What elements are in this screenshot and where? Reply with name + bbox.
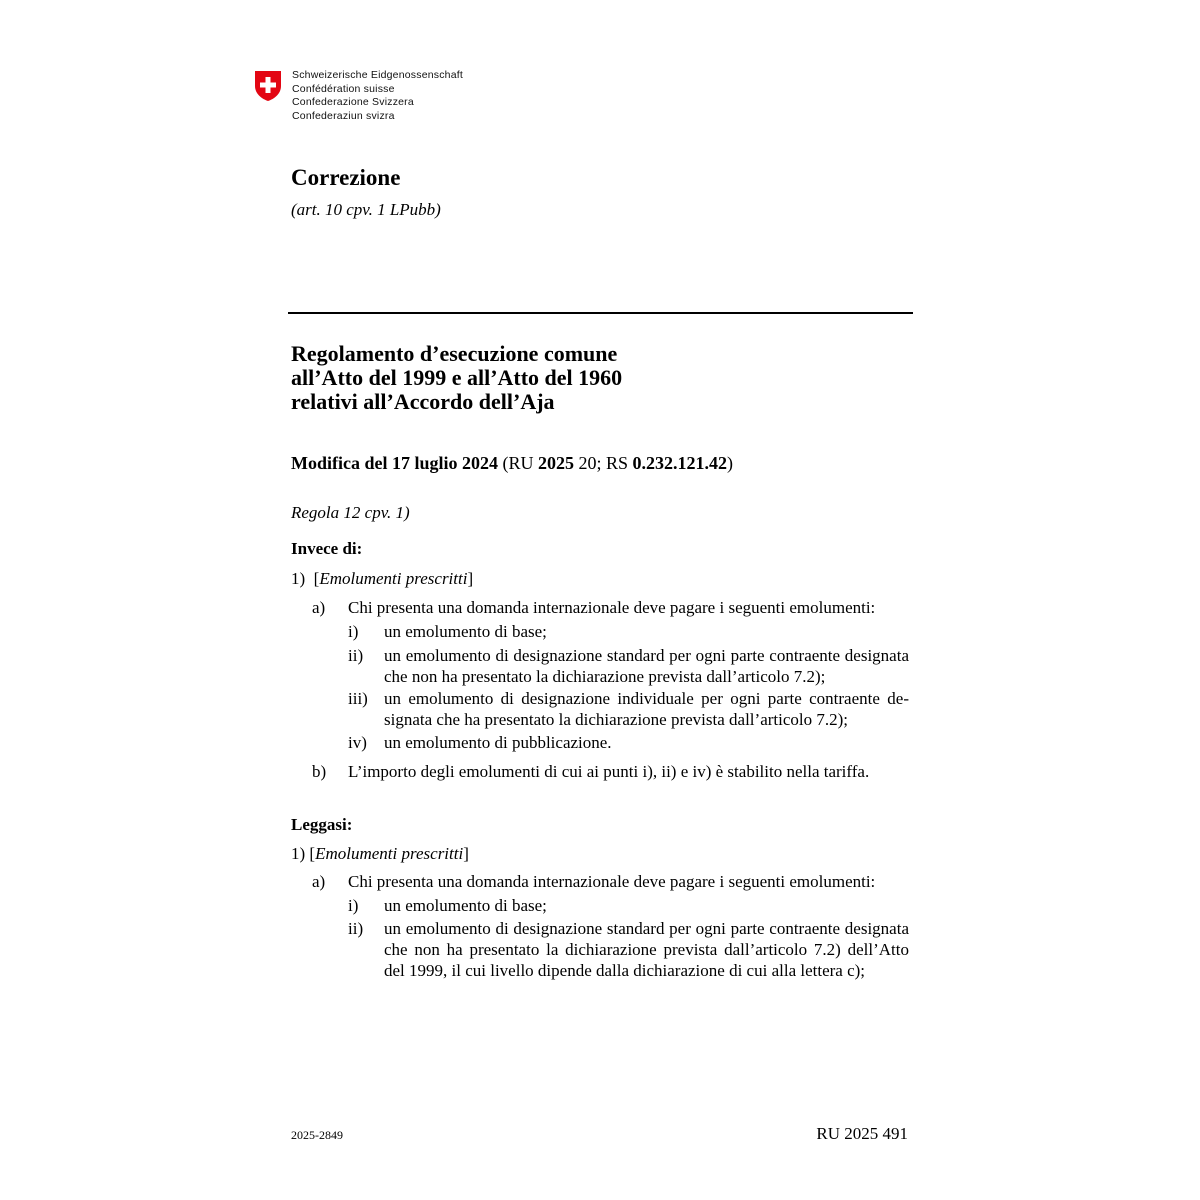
letter-text: L’importo degli emolumenti di cui ai punti i), ii) e iv) è stabilito nella tariffa. <box>348 762 870 781</box>
item-text: un emolumento di designazione individuale per ogni parte contraente designata che ha presentato la dichiarazione prevista dall’articolo 7.2); <box>384 689 909 729</box>
document-number: 2025-2849 <box>291 1128 343 1142</box>
org-line-it: Confederazione Svizzera <box>292 96 414 109</box>
modification-text: (RU <box>498 453 538 473</box>
bracket: ] <box>467 569 474 588</box>
item-label: iv) <box>348 733 367 752</box>
instead-heading: Invece di: <box>291 539 363 558</box>
org-line-de: Schweizerische Eidgenossenschaft <box>292 69 463 81</box>
modification-text: 20; RS <box>574 453 633 473</box>
letter-label: a) <box>312 598 326 617</box>
letter-label: a) <box>312 872 326 891</box>
bracket: ] <box>463 844 469 863</box>
document-title: Correzione <box>291 165 401 190</box>
paragraph-number: 1) <box>291 569 306 588</box>
swiss-coat-of-arms-icon <box>254 70 282 102</box>
ru-year: 2025 <box>538 453 574 473</box>
item-text: un emolumento di base; <box>384 622 547 641</box>
rule-reference: Regola 12 cpv. 1) <box>291 503 410 522</box>
letter-text: Chi presenta una domanda internazionale deve pagare i seguenti emolumenti: <box>348 872 876 891</box>
org-line-fr: Confédération suisse <box>292 82 395 95</box>
item-label: ii) <box>348 919 364 938</box>
issuing-authority <box>292 69 463 123</box>
paragraph-title: Emolumenti prescritti <box>319 569 468 588</box>
horizontal-rule <box>288 312 913 314</box>
org-line-rm: Confederaziun svizra <box>292 109 395 122</box>
official-compilation-reference: RU 2025 491 <box>816 1124 908 1143</box>
bracket: [ <box>309 844 316 863</box>
act-title <box>291 342 622 414</box>
letter-label: b) <box>312 762 327 781</box>
rs-number: 0.232.121.42 <box>632 453 728 473</box>
bracket: [ <box>313 569 320 588</box>
act-title-line: Regolamento d’esecuzione comune <box>291 341 618 366</box>
read-paragraph-heading <box>291 843 469 864</box>
item-label: i) <box>348 622 359 641</box>
modification-text: ) <box>727 453 734 473</box>
item-label: iii) <box>348 689 368 708</box>
item-label: i) <box>348 896 359 915</box>
document-subtitle: (art. 10 cpv. 1 LPubb) <box>291 200 441 219</box>
modification-date: Modifica del 17 luglio 2024 <box>291 453 498 473</box>
paragraph-number: 1) <box>291 844 306 863</box>
paragraph-title: Emolumenti prescritti <box>315 844 464 863</box>
act-title-line: relativi all’Accordo dell’Aja <box>291 389 555 414</box>
act-title-line: all’Atto del 1999 e all’Atto del 1960 <box>291 365 623 390</box>
item-text: un emolumento di base; <box>384 896 547 915</box>
item-text: un emolumento di pubblicazione. <box>384 733 612 752</box>
item-label: ii) <box>348 646 364 665</box>
item-text: un emolumento di designazione standard per ogni parte contraente designata che non ha presentato la dichiarazione prevista dall’articolo 7.2); <box>384 646 909 686</box>
modification-line <box>291 453 733 474</box>
instead-paragraph-heading <box>291 568 473 589</box>
read-heading: Leggasi: <box>291 815 353 834</box>
letter-text: Chi presenta una domanda internazionale deve pagare i seguenti emolumenti: <box>348 598 876 617</box>
item-text: un emolumento di designazione standard per ogni parte contraente designata che non ha presentato la dichiarazione prevista dall’articolo 7.2) dell’Atto del 1999, il cui livello dipende dalla dichiarazione di cui alla lettera c); <box>384 919 909 980</box>
